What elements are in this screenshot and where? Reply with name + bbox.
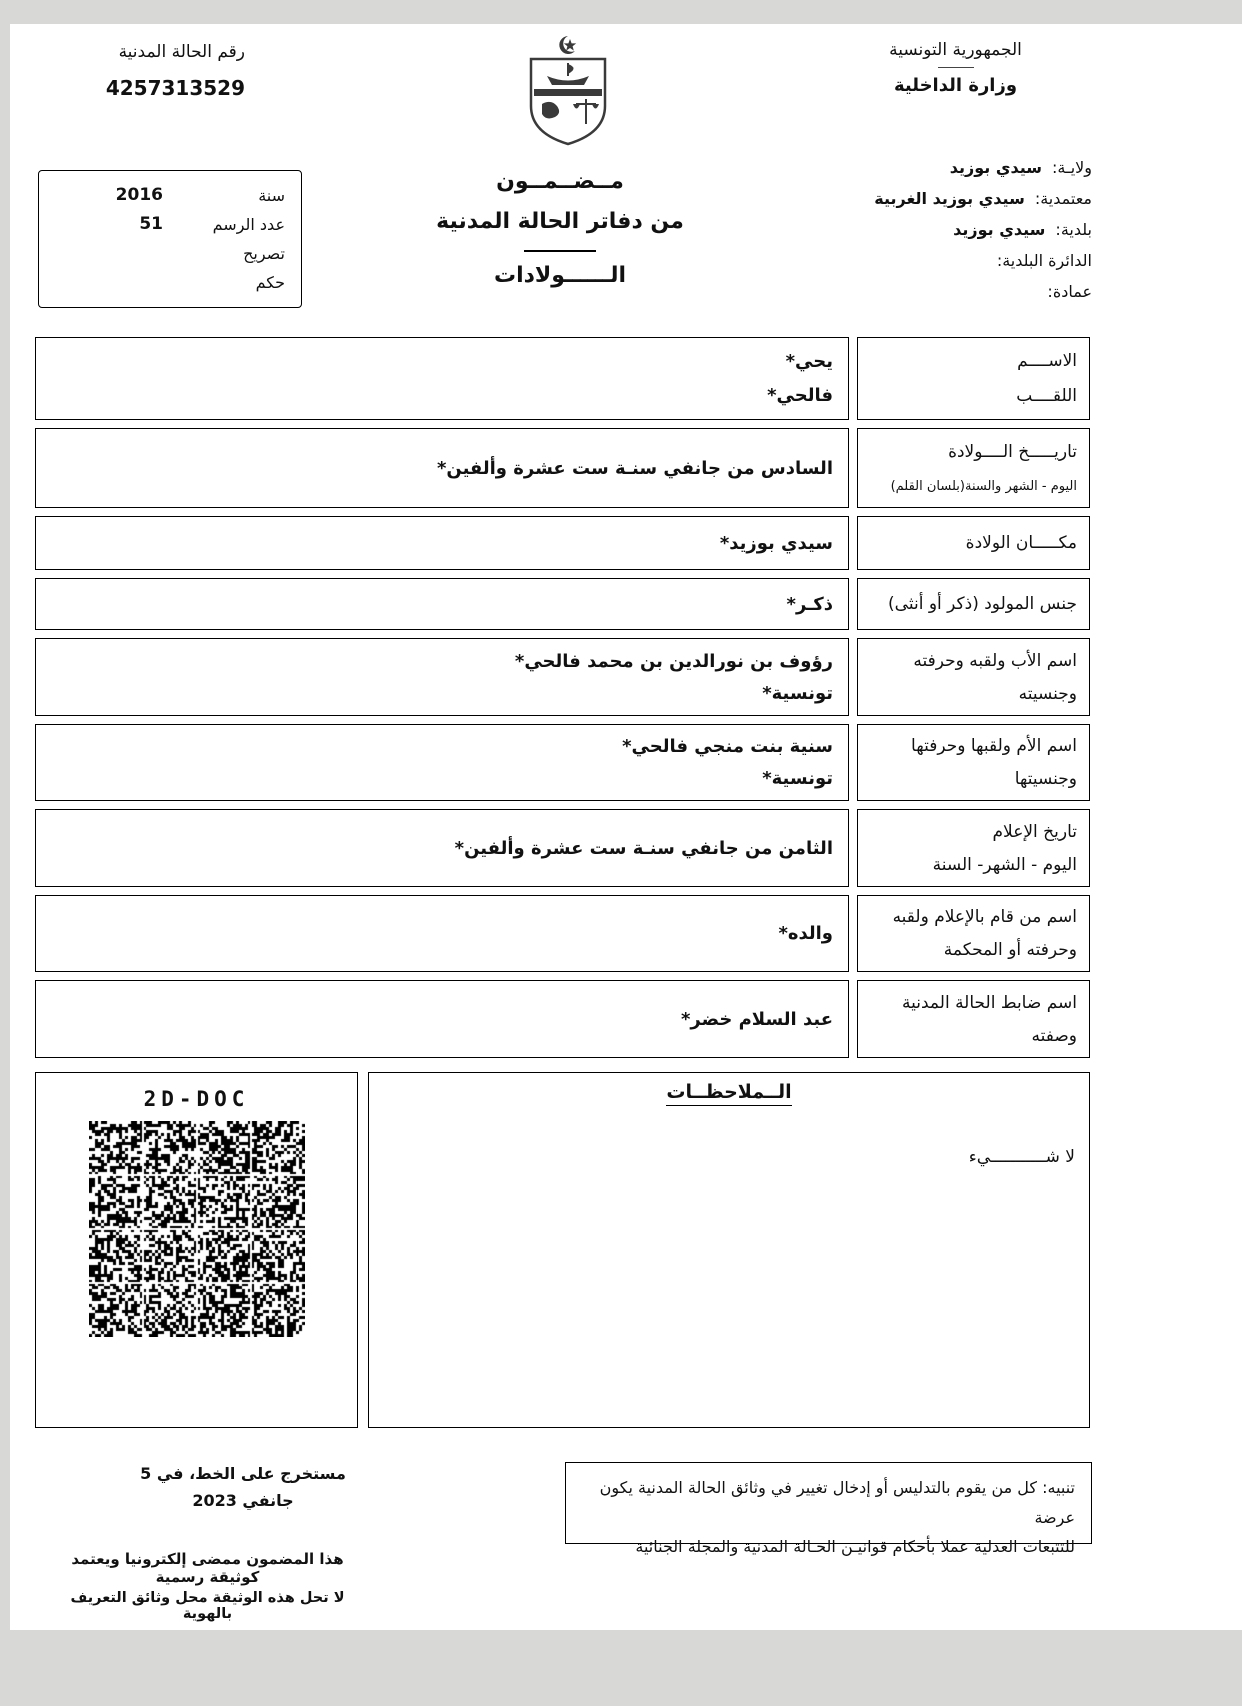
- year-value: 2016: [115, 185, 163, 205]
- row-value-box: [35, 809, 849, 887]
- row-value-box: [35, 724, 849, 801]
- document-page: [10, 24, 1242, 1630]
- omda-label: عمادة:: [1047, 282, 1092, 301]
- wilaya-value: سيدي بوزيد: [949, 158, 1043, 177]
- footer-signed-note: هذا المضمون ممضى إلكترونيا ويعتمد كوثيقة رسمية: [71, 1550, 344, 1586]
- record-judgment-row: [55, 268, 285, 297]
- judgment-label: حكم: [255, 273, 285, 292]
- row-label-box: [857, 980, 1090, 1058]
- label-line: تاريخ الإعلام: [992, 821, 1077, 842]
- row-label-box: [857, 895, 1090, 972]
- row-label-box: [857, 724, 1090, 801]
- district-label: الدائرة البلدية:: [996, 251, 1092, 270]
- label-line: اليوم - الشهر والسنة(بلسان القلم): [890, 478, 1077, 494]
- table-row-informant: [35, 895, 1090, 972]
- record-box: [38, 170, 302, 308]
- label-line: وجنسيته: [1018, 683, 1077, 704]
- table-row-birthplace: [35, 516, 1090, 570]
- label-line: وجنسيتها: [1014, 768, 1077, 789]
- table-row-father: [35, 638, 1090, 716]
- value-line: تونسية*: [762, 767, 833, 789]
- label-line: الاســــم: [1017, 350, 1077, 371]
- municipality-value: سيدي بوزيد: [953, 220, 1046, 239]
- delegation-label: معتمدية:: [1034, 189, 1092, 208]
- warning-line-1: تنبيه: كل من يقوم بالتدليس أو إدخال تغيير في وثائق الحالة المدنية يكون عرضة: [599, 1478, 1075, 1527]
- tunisia-coat-of-arms-icon: [518, 34, 618, 150]
- row-value-box: [35, 638, 849, 716]
- location-row-omda: [866, 276, 1092, 307]
- value-line: فالحي*: [767, 385, 833, 407]
- row-value-box: [35, 980, 849, 1058]
- label-line: وصفته: [1031, 1025, 1077, 1046]
- wilaya-label: ولايـة:: [1052, 158, 1092, 177]
- footer-extracted-date: مستخرج على الخط، في 5 جانفي 2023: [140, 1464, 346, 1511]
- row-label-box: [857, 516, 1090, 570]
- value-line: ذكـر*: [786, 593, 833, 615]
- civil-status-table: [35, 337, 1090, 1066]
- civil-number-block: [85, 42, 245, 100]
- record-act-number-row: [55, 210, 285, 239]
- label-line: اسم ضابط الحالة المدنية: [902, 992, 1077, 1013]
- table-row-registrar: [35, 980, 1090, 1058]
- row-label-box: [857, 337, 1090, 420]
- record-year-row: [55, 181, 285, 210]
- location-row-district: [866, 245, 1092, 276]
- value-line: والده*: [778, 923, 833, 944]
- doc-title-line2: من دفاتر الحالة المدنية: [436, 209, 684, 234]
- row-value-box: [35, 578, 849, 630]
- table-row-name: [35, 337, 1090, 420]
- footer-identity-note: لا تحل هذه الوثيقة محل وثائق التعريف بالهوية: [70, 1590, 345, 1622]
- table-row-sex: [35, 578, 1090, 630]
- value-line: رؤوف بن نورالدين بن محمد فالحي*: [514, 650, 833, 672]
- label-line: اليوم - الشهر- السنة: [932, 854, 1077, 875]
- government-header: [878, 40, 1033, 96]
- label-line: اللقــــب: [1016, 386, 1077, 407]
- barcode-box: [35, 1072, 358, 1428]
- value-line: السادس من جانفي سنـة ست عشرة وألفين*: [436, 457, 833, 479]
- notes-title: الــملاحظــات: [369, 1081, 1089, 1103]
- notes-box: [368, 1072, 1090, 1428]
- label-line: اسم من قام بالإعلام ولقبه: [892, 907, 1077, 928]
- record-declaration-row: [55, 239, 285, 268]
- location-row-municipality: [866, 214, 1092, 245]
- row-label-box: [857, 578, 1090, 630]
- warning-box: [565, 1462, 1092, 1557]
- row-value-box: [35, 428, 849, 508]
- value-line: تونسية*: [762, 682, 833, 704]
- year-label: سنة: [258, 186, 285, 205]
- republic-title: الجمهورية التونسية: [889, 40, 1022, 60]
- act-number-label: عدد الرسم: [212, 215, 285, 234]
- table-row-notification-date: [35, 809, 1090, 887]
- label-line: اسم الأم ولقبها وحرفتها: [911, 736, 1077, 757]
- location-row-wilaya: [866, 152, 1092, 183]
- row-value-box: [35, 516, 849, 570]
- value-line: عبد السلام خضر*: [681, 1008, 833, 1030]
- row-label-box: [857, 428, 1090, 508]
- doc-title-line1: مــضــمــون: [496, 169, 624, 194]
- label-line: تاريـــــخ الــــولادة: [948, 442, 1077, 463]
- civil-number-value: 4257313529: [105, 76, 245, 100]
- title-separator: [524, 250, 596, 252]
- declaration-label: تصريح: [243, 244, 285, 263]
- value-line: سيدي بوزيد*: [719, 532, 833, 554]
- act-number-value: 51: [139, 214, 163, 234]
- value-line: الثامن من جانفي سنـة ست عشرة وألفين*: [454, 837, 833, 859]
- municipality-label: بلدية:: [1055, 220, 1092, 239]
- value-line: يحي*: [785, 350, 833, 372]
- row-value-box: [35, 895, 849, 972]
- warning-line-2: للتتبعات العدلية عملا بأحكام قوانيـن الحـالة المدنية والمجلة الجنائية: [635, 1537, 1075, 1557]
- label-line: مكـــــان الولادة: [965, 533, 1077, 553]
- location-block: [866, 152, 1092, 307]
- document-title: [425, 162, 695, 296]
- 2d-doc-title: 2D-DOC: [143, 1087, 250, 1111]
- ministry-title: وزارة الداخلية: [893, 75, 1018, 96]
- label-line: اسم الأب ولقبه وحرفته: [913, 650, 1077, 671]
- table-row-birthdate: [35, 428, 1090, 508]
- location-row-delegation: [866, 183, 1092, 214]
- row-label-box: [857, 638, 1090, 716]
- row-label-box: [857, 809, 1090, 887]
- doc-title-line3: الــــــولادات: [493, 263, 627, 288]
- delegation-value: سيدي بوزيد الغربية: [874, 189, 1025, 208]
- table-row-mother: [35, 724, 1090, 801]
- civil-number-label: رقم الحالة المدنية: [118, 42, 245, 62]
- notes-content: لا شـــــــــــيء: [968, 1147, 1075, 1167]
- label-line: جنس المولود (ذكر أو أنثى): [888, 594, 1077, 614]
- header-separator: [938, 67, 974, 68]
- value-line: سنية بنت منجي فالحي*: [622, 736, 833, 758]
- 2d-doc-barcode: [89, 1121, 305, 1337]
- label-line: وحرفته أو المحكمة: [943, 939, 1077, 960]
- row-value-box: [35, 337, 849, 420]
